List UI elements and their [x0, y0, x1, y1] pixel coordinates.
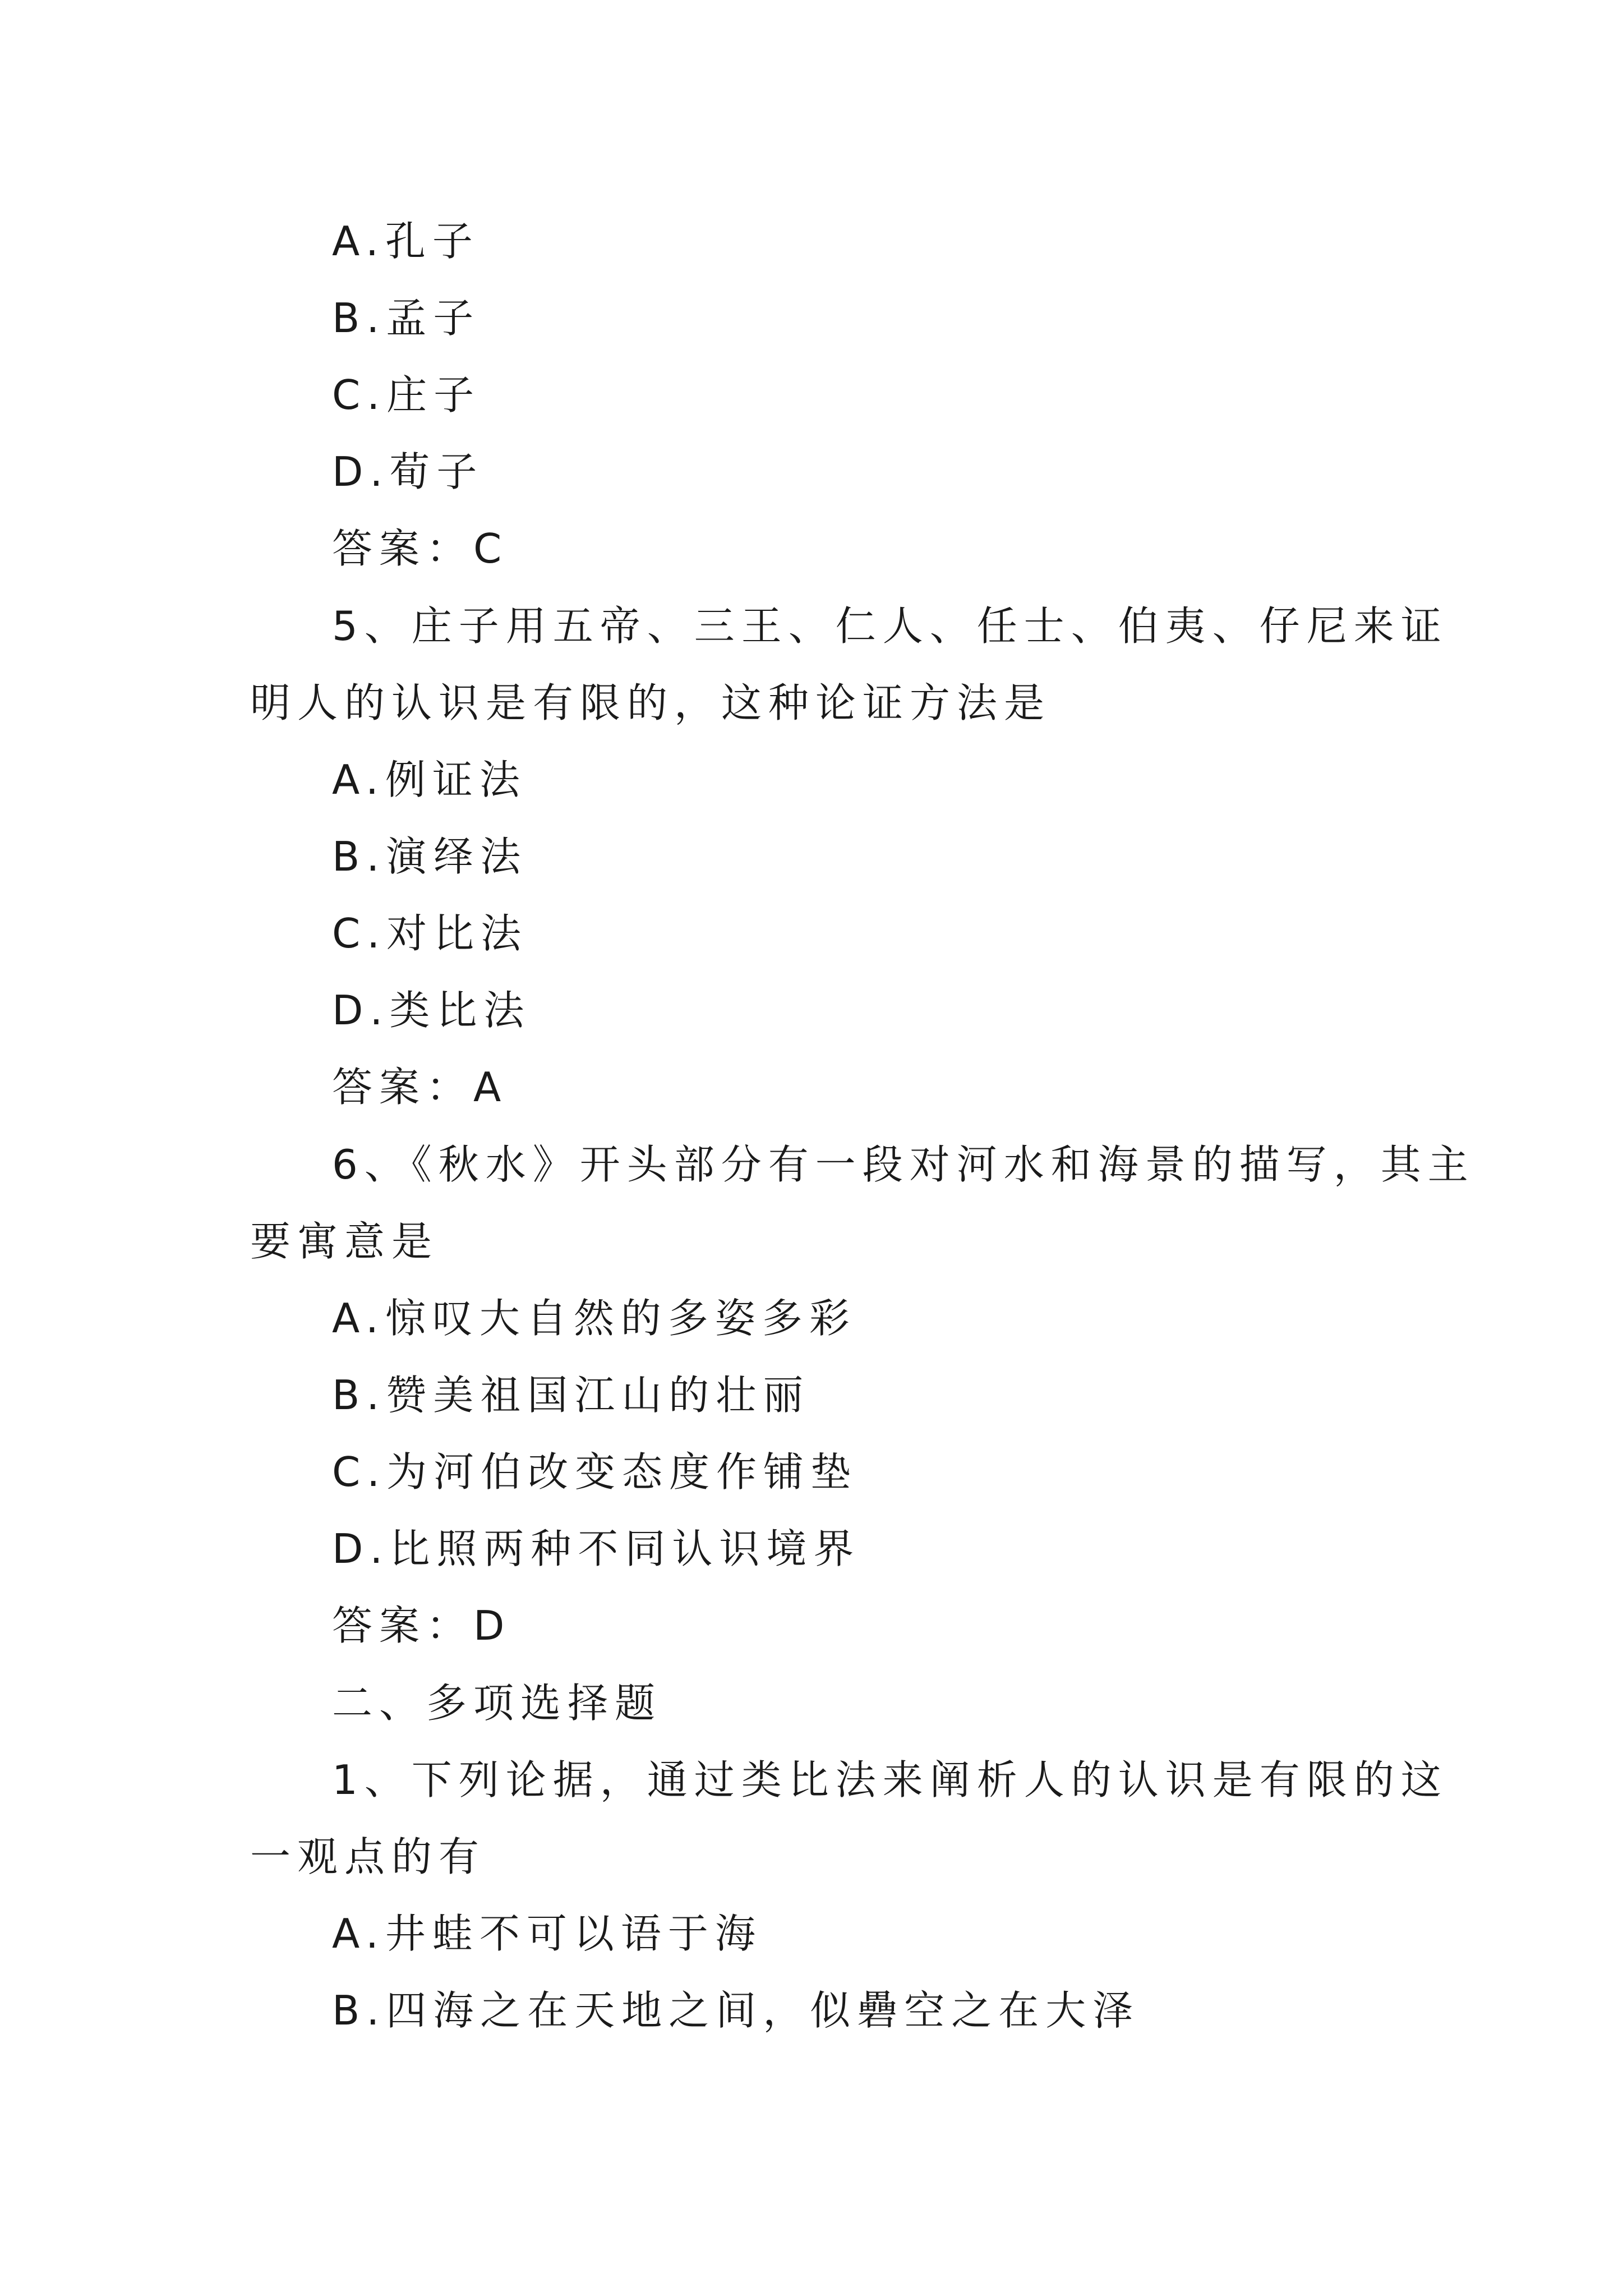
- answer-line: 答案：C: [332, 525, 509, 572]
- option-line: B.演绎法: [332, 833, 528, 880]
- section-heading: 二、多项选择题: [332, 1680, 662, 1727]
- option-line: B.孟子: [332, 295, 481, 342]
- option-line: A.例证法: [332, 756, 527, 803]
- question-1-line-1: 1、下列论据，通过类比法来阐析人的认识是有限的这: [332, 1756, 1448, 1803]
- option-line: C.对比法: [332, 910, 528, 957]
- option-line: A.惊叹大自然的多姿多彩: [332, 1295, 856, 1342]
- option-line: D.类比法: [332, 987, 531, 1034]
- option-line: A.孔子: [332, 218, 479, 265]
- question-5-line-2: 明人的认识是有限的，这种论证方法是: [250, 679, 1052, 726]
- option-line: C.庄子: [332, 371, 481, 418]
- answer-line: 答案：A: [332, 1064, 508, 1111]
- question-1-line-2: 一观点的有: [250, 1833, 486, 1880]
- question-6-line-2: 要寓意是: [250, 1218, 439, 1265]
- option-line: C.为河伯改变态度作铺垫: [332, 1448, 858, 1496]
- option-line: B.赞美祖国江山的壮丽: [332, 1372, 810, 1419]
- option-line: A.井蛙不可以语于海: [332, 1910, 762, 1957]
- option-line: B.四海之在天地之间，似礨空之在大泽: [332, 1987, 1140, 2034]
- option-line: D.比照两种不同认识境界: [332, 1525, 861, 1572]
- question-6-line-1: 6、《秋水》开头部分有一段对河水和海景的描写，其主: [332, 1141, 1475, 1188]
- answer-line: 答案：D: [332, 1602, 511, 1649]
- option-line: D.荀子: [332, 448, 484, 495]
- question-5-line-1: 5、庄子用五帝、三王、仁人、任士、伯夷、仔尼来证: [332, 602, 1448, 650]
